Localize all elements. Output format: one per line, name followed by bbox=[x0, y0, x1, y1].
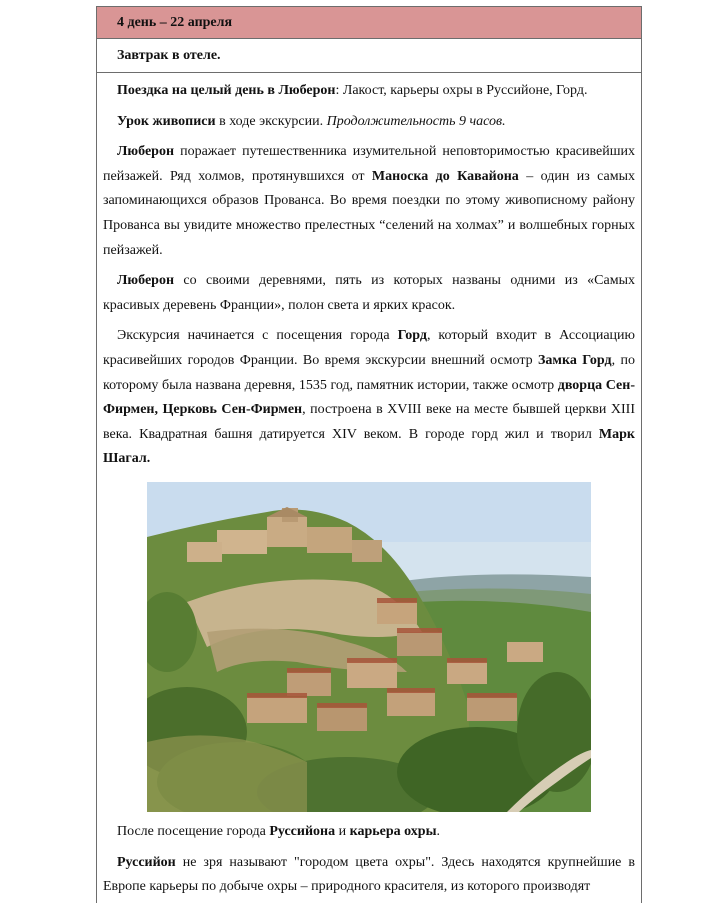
luberon-paragraph-1 bbox=[103, 140, 635, 263]
gordes-text-2: , который входит в Ассоциацию красивейших городов Франции. Во время экскурсии внешний осмотр bbox=[103, 328, 635, 368]
gordes-bold: Горд bbox=[397, 328, 427, 344]
day-description bbox=[97, 79, 641, 900]
gordes-paragraph bbox=[103, 324, 635, 472]
luberon-bold-2: Люберон bbox=[117, 273, 175, 289]
day-header bbox=[97, 7, 641, 39]
ochre-quarry-bold: карьера охры bbox=[349, 823, 437, 839]
luberon-bold: Люберон bbox=[117, 144, 175, 160]
gordes-text-3: , по которому была названа деревня, 1535 год, памятник истории, также осмотр bbox=[103, 352, 636, 393]
lesson-paragraph bbox=[103, 110, 635, 135]
gordes-text-4: , построена в XVIII веке на месте бывшей церкви XIII века. Квадратная башня датируется XIV веком. В городе горд жил и творил bbox=[103, 402, 635, 442]
saint-firmin-bold: дворца Сен-Фирмен, Церковь Сен-Фирмен bbox=[103, 377, 635, 418]
after-text-3: . bbox=[436, 823, 441, 839]
after-paragraph bbox=[103, 820, 635, 845]
roussillon-bold-2: Руссийон bbox=[117, 854, 176, 870]
luberon-text-1: поражает путешественника изумительной неповторимостью красивейших пейзажей. Ряд холмов, протянувшихся от bbox=[103, 144, 635, 184]
manosque-cavaillon-bold: Маноска до Кавайона bbox=[371, 168, 519, 184]
document-page bbox=[96, 6, 642, 903]
trip-paragraph bbox=[103, 79, 635, 104]
chagall-bold: Марк Шагал. bbox=[103, 426, 635, 467]
roussillon-bold: Руссийона bbox=[269, 823, 336, 839]
trip-places: : Лакост, карьеры охры в Руссийоне, Горд. bbox=[335, 83, 588, 98]
breakfast-row bbox=[97, 39, 641, 73]
lesson-duration: Продолжительность 9 часов. bbox=[326, 113, 506, 129]
gordes-village-photo bbox=[147, 482, 591, 812]
lesson-title: Урок живописи bbox=[117, 113, 216, 129]
luberon-paragraph-2 bbox=[103, 269, 635, 318]
luberon-villages-text: со своими деревнями, пять из которых названы одними из «Самых красивых деревень Франции», полон света и ярких красок. bbox=[103, 273, 635, 313]
lesson-text: в ходе экскурсии. bbox=[215, 113, 327, 129]
gordes-text-1: Экскурсия начинается с посещения города bbox=[117, 328, 398, 344]
after-text-2: и bbox=[335, 823, 350, 839]
breakfast-text: Завтрак в отеле. bbox=[117, 47, 221, 63]
day-title: 4 день – 22 апреля bbox=[117, 14, 233, 30]
gordes-village-illustration bbox=[147, 482, 591, 812]
trip-title: Поездка на целый день в Люберон bbox=[117, 83, 336, 98]
gordes-castle-bold: Замка Горд bbox=[538, 352, 612, 368]
roussillon-paragraph bbox=[103, 851, 635, 900]
after-text-1: После посещение города bbox=[117, 823, 270, 839]
roussillon-text: не зря называют "городом цвета охры". Здесь находятся крупнейшие в Европе карьеры по добыче охры – природного красителя, из которого производят bbox=[103, 854, 635, 895]
luberon-text-2: – один из самых запоминающихся образов Прованса. Во время поездки по этому живописному району Прованса вы увидите множество прелестных “селений на холмах” и волшебных горных пейзажей. bbox=[103, 168, 635, 258]
